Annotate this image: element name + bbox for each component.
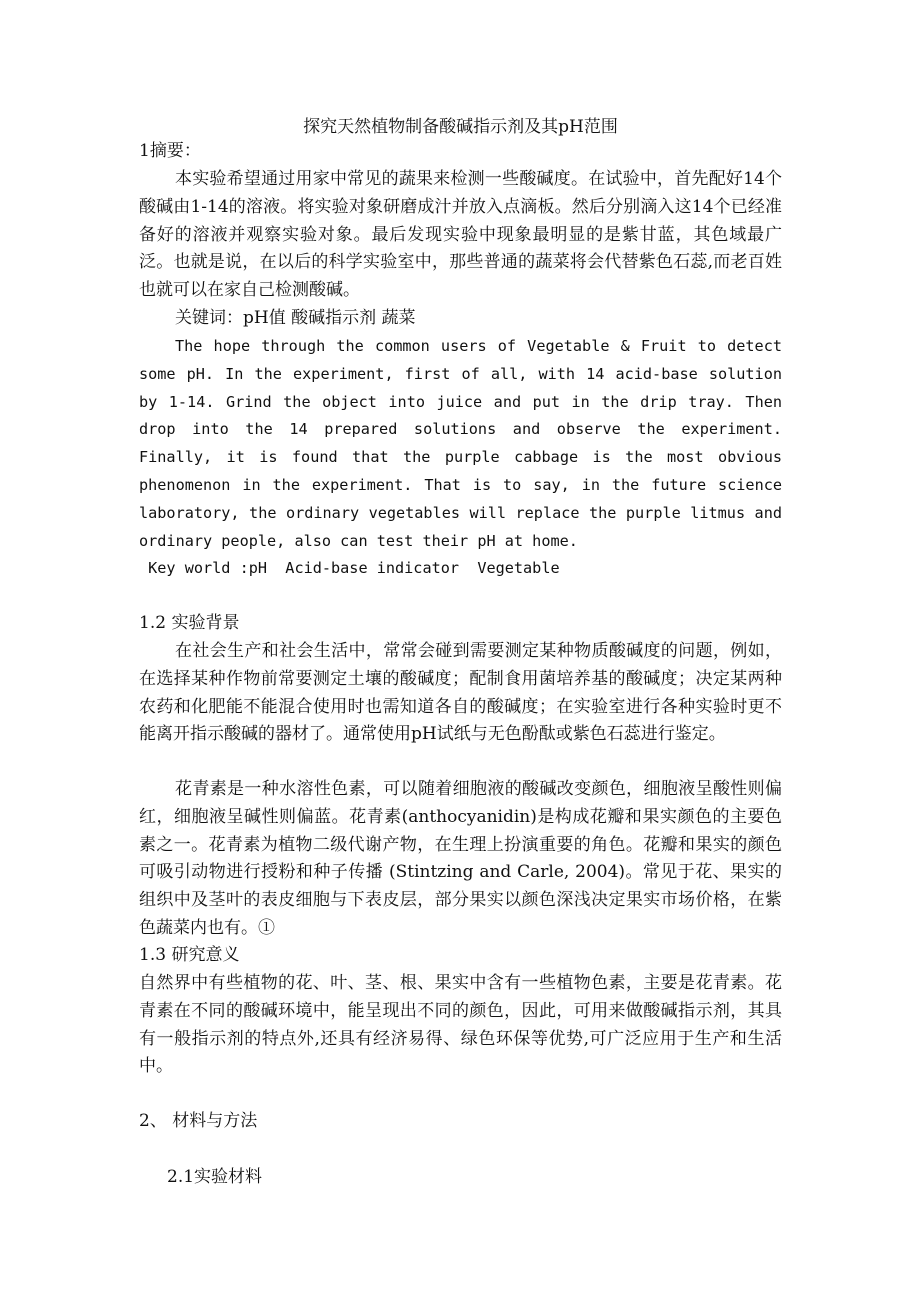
section-2-1-heading: 2.1实验材料: [167, 1167, 263, 1187]
background-paragraph-1: 在社会生产和社会生活中，常常会碰到需要测定某种物质酸碱度的问题，例如，在选择某种作物前常要测定土壤的酸碱度；配制食用菌培养基的酸碱度；决定某两种农药和化肥能不能混合使用时也需知道各自的酸碱度；在实验室进行各种实验时更不能离开指示酸碱的器材了。通常使用pH试纸与无色酚酞或紫色石蕊进行鉴定。: [139, 641, 782, 745]
document-title: 探究天然植物制备酸碱指示剂及其pH范围: [303, 117, 618, 137]
significance-paragraph: 自然界中有些植物的花、叶、茎、根、果实中含有一些植物色素，主要是花青素。花青素在不同的酸碱环境中，能呈现出不同的颜色，因此，可用来做酸碱指示剂，其具有一般指示剂的特点外,还具有经济易得、绿色环保等优势,可广泛应用于生产和生活中。: [139, 973, 782, 1077]
section-1-heading: 1摘要：: [139, 141, 201, 161]
keywords-chinese: 关键词：pH值 酸碱指示剂 蔬菜: [175, 308, 416, 328]
section-1-3-heading: 1.3 研究意义: [139, 945, 240, 965]
abstract-english: The hope through the common users of Vegetable & Fruit to detect some pH. In the experiment, first of all, with 14 acid-base solution by 1-14. Grind the object into juice and put in the drip tray. Then drop into the 14 prepared solutions and observe the experiment. Finally, it is found that the purple cabbage is the most obvious phenomenon in the experiment. That is to say, in the future science laboratory, the ordinary vegetables will replace the purple litmus and ordinary people, also can test their pH at home.: [139, 337, 782, 550]
section-2-heading: 2、 材料与方法: [139, 1111, 258, 1131]
background-paragraph-2: 花青素是一种水溶性色素，可以随着细胞液的酸碱改变颜色，细胞液呈酸性则偏红，细胞液呈碱性则偏蓝。花青素(anthocyanidin)是构成花瓣和果实颜色的主要色素之一。花青素为植物二级代谢产物，在生理上扮演重要的角色。花瓣和果实的颜色可吸引动物进行授粉和种子传播 (Stintzing and Carle, 2004)。常见于花、果实的组织中及茎叶的表皮细胞与下表皮层，部分果实以颜色深浅决定果实市场价格，在紫色蔬菜内也有。①: [139, 779, 782, 938]
section-1-2-heading: 1.2 实验背景: [139, 613, 240, 633]
keywords-english: Key world :pH Acid-base indicator Vegetable: [139, 559, 560, 577]
abstract-chinese: 本实验希望通过用家中常见的蔬果来检测一些酸碱度。在试验中，首先配好14个酸碱由1-14的溶液。将实验对象研磨成汁并放入点滴板。然后分别滴入这14个已经准备好的溶液并观察实验对象。最后发现实验中现象最明显的是紫甘蓝，其色域最广泛。也就是说，在以后的科学实验室中，那些普通的蔬菜将会代替紫色石蕊,而老百姓也就可以在家自己检测酸碱。: [139, 169, 782, 301]
